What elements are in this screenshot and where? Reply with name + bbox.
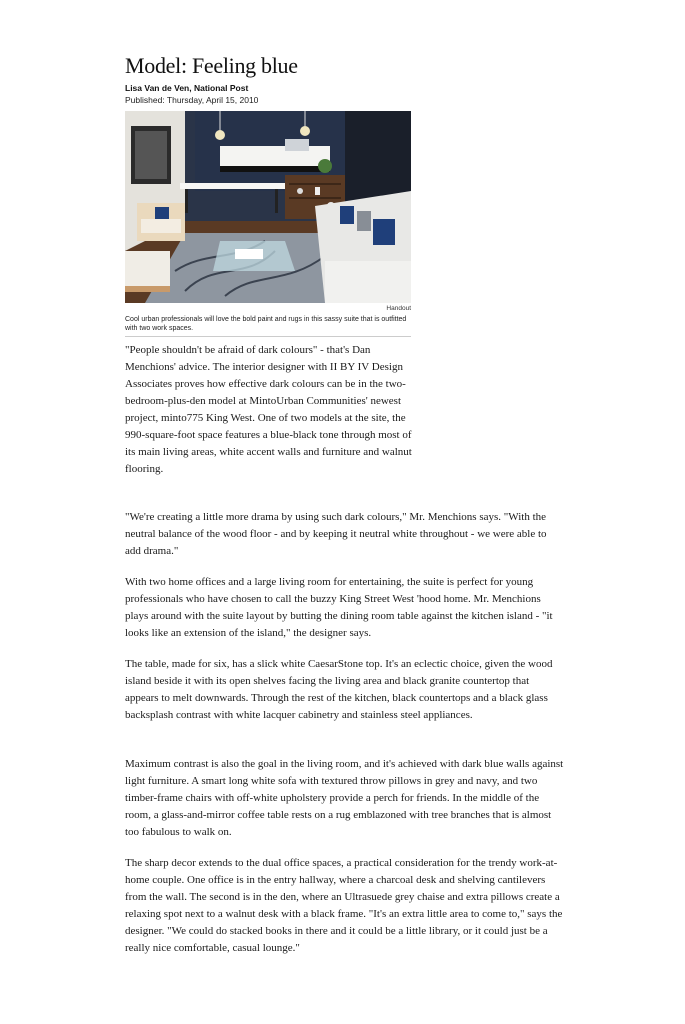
article-photo [125, 111, 411, 303]
caption-divider [125, 336, 411, 337]
article-paragraph: "We're creating a little more drama by using such dark colours," Mr. Menchions says. "With the neutral balance of the wood floor - and by keeping it neutral white throughout - we were able to add drama." [125, 511, 547, 557]
photo-caption: Cool urban professionals will love the bold paint and rugs in this sassy suite that is outfitted with two work spaces. [125, 316, 407, 332]
article-paragraph: Maximum contrast is also the goal in the living room, and it's achieved with dark blue walls against light furniture. A smart long white sofa with textured throw pillows in grey and navy, and two timber-frame chairs with off-white upholstery provide a perch for friends. In the middle of the room, a glass-and-mirror coffee table rests on a rug emblazoned with tree branches that is almost too fabulous to walk on. [125, 758, 564, 838]
article-paragraph: The sharp decor extends to the dual office spaces, a practical consideration for the trendy work-at-home couple. One office is in the entry hallway, where a charcoal desk and shelving cantilevers from the wall. The second is in the den, where an Ultrasuede grey chaise and extra pillows create a relaxing spot next to a walnut desk with a black frame. "It's an extra little area to come to," says the designer. "We could do stacked books in there and it could be a little library, or it could just be a really nice comfortable, casual lounge." [125, 857, 563, 954]
article-byline: Lisa Van de Ven, National Post [125, 83, 249, 93]
page-cutoff [125, 961, 565, 1001]
photo-credit: Handout [386, 305, 411, 312]
article-paragraph: With two home offices and a large living room for entertaining, the suite is perfect for young professionals who have chosen to call the buzzy King Street West 'hood home. Mr. Menchions plays around with the suite layout by butting the dining room table against the kitchen island - "it looks like an extension of the island," the designer says. [125, 576, 553, 639]
article-paragraph: The table, made for six, has a slick white CaesarStone top. It's an eclectic choice, given the wood island beside it with its open shelves facing the living area and black granite countertop that appears to melt downwards. Through the rest of the kitchen, black countertops and a black glass backsplash contrast with white lacquer cabinetry and stainless steel appliances. [125, 658, 553, 721]
publish-date: Published: Thursday, April 15, 2010 [125, 95, 259, 105]
article-headline: Model: Feeling blue [125, 53, 298, 78]
article-paragraph: "People shouldn't be afraid of dark colours" - that's Dan Menchions' advice. The interior designer with II BY IV Design Associates proves how effective dark colours can be in the two-bedroom-plus-den model at MintoUrban Communities' newest project, minto775 King West. One of two models at the site, the 990-square-foot space features a blue-black tone through most of its main living areas, white accent walls and furniture and walnut flooring. [125, 344, 412, 475]
